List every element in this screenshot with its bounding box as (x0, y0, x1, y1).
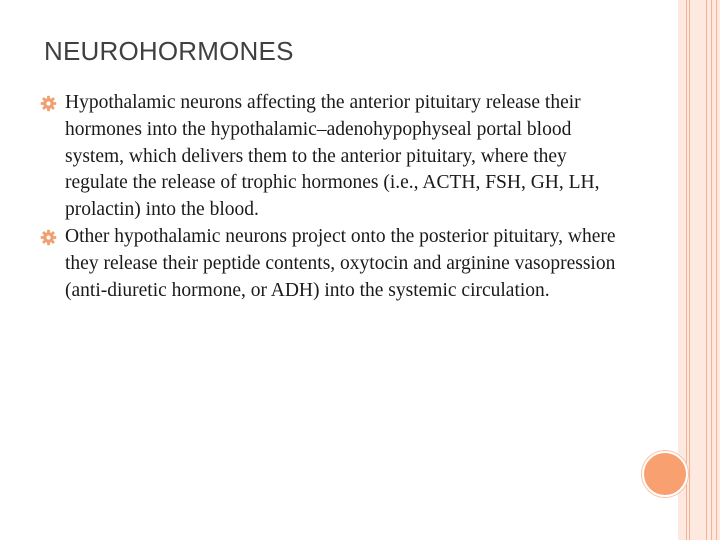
bullet-item (40, 224, 620, 304)
bullet-item (40, 90, 620, 224)
decorative-circle (642, 451, 688, 497)
gear-bullet-icon (40, 95, 57, 112)
decorative-line (686, 0, 687, 540)
decorative-line (706, 0, 707, 540)
bullet-text: Hypothalamic neurons affecting the anterior pituitary release their hormones into the hypothalamic–adenohypophyseal portal blood system, which delivers them to the anterior pituitary, where they regulate the release of trophic hormones (i.e., ACTH, FSH, GH, LH, prolactin) into the blood. (65, 92, 600, 221)
decorative-side-band (678, 0, 720, 540)
decorative-line (716, 0, 717, 540)
bullet-list (40, 90, 620, 304)
gear-bullet-icon (40, 229, 57, 246)
decorative-line (711, 0, 712, 540)
slide-title: NEUROHORMONES (44, 36, 294, 66)
decorative-line (689, 0, 690, 540)
bullet-text: Other hypothalamic neurons project onto the posterior pituitary, where they release their peptide contents, oxytocin and arginine vasopression (anti-diuretic hormone, or ADH) into the systemic circulation. (65, 225, 616, 301)
